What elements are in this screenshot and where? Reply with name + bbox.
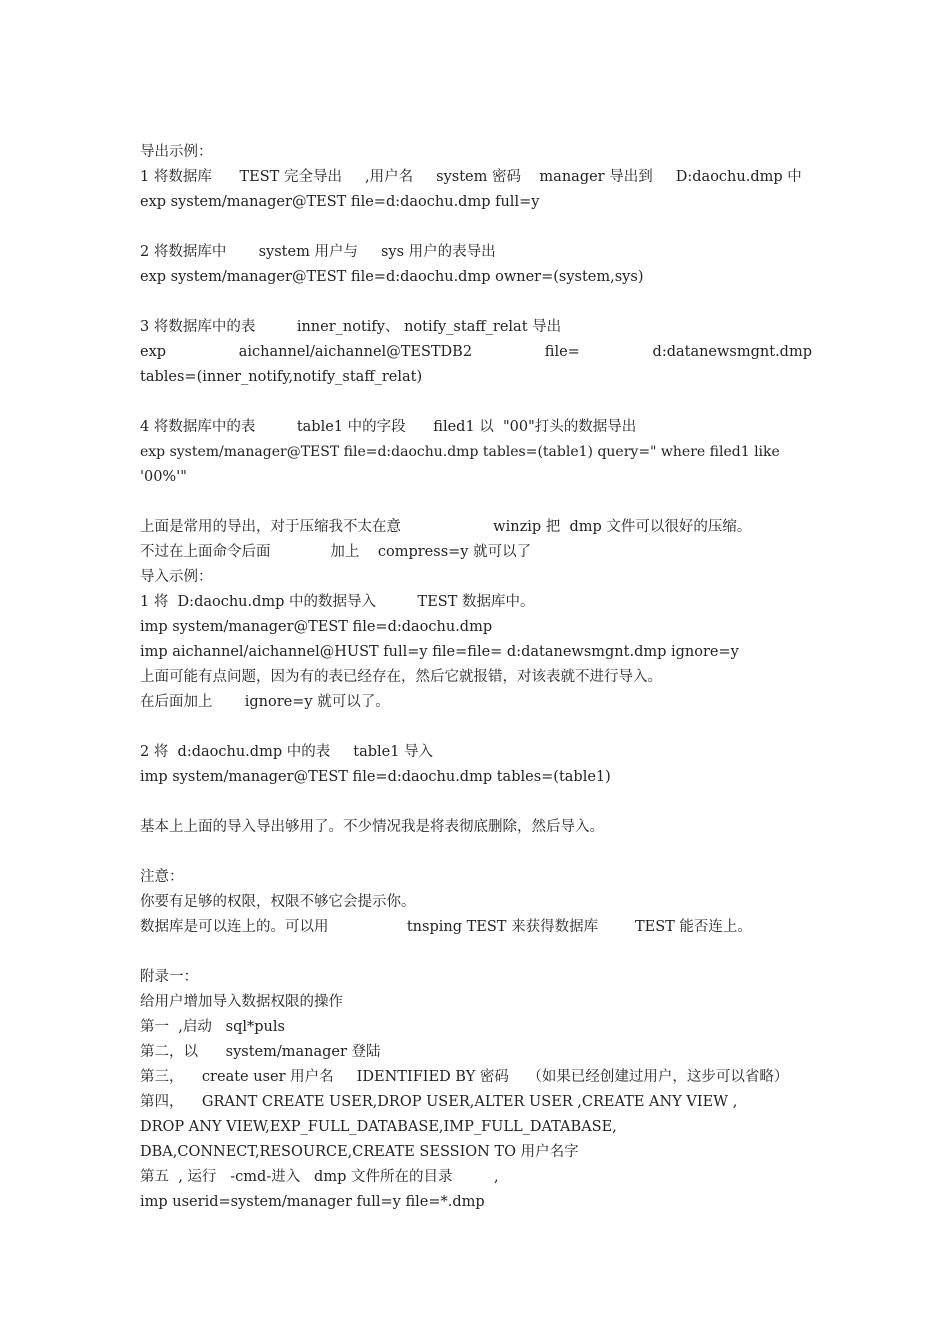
text-line: 4 将数据库中的表 table1 中的字段 filed1 以 "00"打头的数据导出 <box>140 419 637 435</box>
command-line: 第四， GRANT CREATE USER,DROP USER,ALTER USER ,CREATE ANY VIEW , <box>140 1094 738 1110</box>
command-line: exp system/manager@TEST file=d:daochu.dmp tables=(table1) query=" where filed1 like <box>140 444 780 460</box>
appendix-heading: 附录一： <box>140 969 198 985</box>
import-heading: 导入示例： <box>140 569 213 585</box>
command-token: d:datanewsmgnt.dmp <box>652 344 812 360</box>
command-line: tables=(inner_notify,notify_staff_relat) <box>140 369 423 385</box>
text-line: 数据库是可以连上的。可以用 tnsping TEST 来获得数据库 TEST 能否连上。 <box>140 919 752 935</box>
blank-line <box>140 790 820 815</box>
text-line: 你要有足够的权限，权限不够它会提示你。 <box>140 894 416 910</box>
text-line: 在后面加上 ignore=y 就可以了。 <box>140 694 390 710</box>
blank-line <box>140 490 820 515</box>
document-body <box>140 140 820 1215</box>
blank-line <box>140 215 820 240</box>
text-line: 上面是常用的导出，对于压缩我不太在意 winzip 把 dmp 文件可以很好的压缩。 <box>140 519 752 535</box>
command-line: '00%'" <box>140 469 187 485</box>
text-line: 2 将 d:daochu.dmp 中的表 table1 导入 <box>140 744 434 760</box>
command-line: imp userid=system/manager full=y file=*.dmp <box>140 1194 485 1210</box>
text-line: 第一 ,启动 sql*puls <box>140 1019 285 1035</box>
text-line: 第五 , 运行 -cmd-进入 dmp 文件所在的目录 , <box>140 1169 499 1185</box>
command-line: exp system/manager@TEST file=d:daochu.dmp full=y <box>140 194 540 210</box>
command-line-justified <box>140 340 812 365</box>
text-line: 2 将数据库中 system 用户与 sys 用户的表导出 <box>140 244 496 260</box>
text-line: 基本上上面的导入导出够用了。不少情况我是将表彻底删除，然后导入。 <box>140 819 604 835</box>
command-line: imp system/manager@TEST file=d:daochu.dmp tables=(table1) <box>140 769 611 785</box>
text-line: 给用户增加导入数据权限的操作 <box>140 994 343 1010</box>
note-heading: 注意： <box>140 869 184 885</box>
blank-line <box>140 840 820 865</box>
export-heading: 导出示例： <box>140 144 213 160</box>
blank-line <box>140 390 820 415</box>
blank-line <box>140 290 820 315</box>
command-line: DBA,CONNECT,RESOURCE,CREATE SESSION TO 用户名字 <box>140 1144 579 1160</box>
blank-line <box>140 940 820 965</box>
text-line: 1 将 D:daochu.dmp 中的数据导入 TEST 数据库中。 <box>140 594 535 610</box>
command-line: exp system/manager@TEST file=d:daochu.dmp owner=(system,sys) <box>140 269 644 285</box>
text-line: 1 将数据库 TEST 完全导出 ,用户名 system 密码 manager 导出到 D:daochu.dmp 中 <box>140 169 802 185</box>
command-line: DROP ANY VIEW,EXP_FULL_DATABASE,IMP_FULL_DATABASE, <box>140 1119 617 1135</box>
text-line: 3 将数据库中的表 inner_notify、 notify_staff_relat 导出 <box>140 319 562 335</box>
command-token: file= <box>544 344 580 360</box>
text-line: 第三， create user 用户名 IDENTIFIED BY 密码 （如果已经创建过用户，这步可以省略） <box>140 1069 789 1085</box>
command-line: imp aichannel/aichannel@HUST full=y file=file= d:datanewsmgnt.dmp ignore=y <box>140 644 739 660</box>
command-token: aichannel/aichannel@TESTDB2 <box>238 344 473 360</box>
blank-line <box>140 715 820 740</box>
text-line: 不过在上面命令后面 加上 compress=y 就可以了 <box>140 544 532 560</box>
text-line: 上面可能有点问题，因为有的表已经存在，然后它就报错，对该表就不进行导入。 <box>140 669 662 685</box>
command-line: imp system/manager@TEST file=d:daochu.dmp <box>140 619 493 635</box>
text-line: 第二，以 system/manager 登陆 <box>140 1044 381 1060</box>
command-token: exp <box>140 344 167 360</box>
